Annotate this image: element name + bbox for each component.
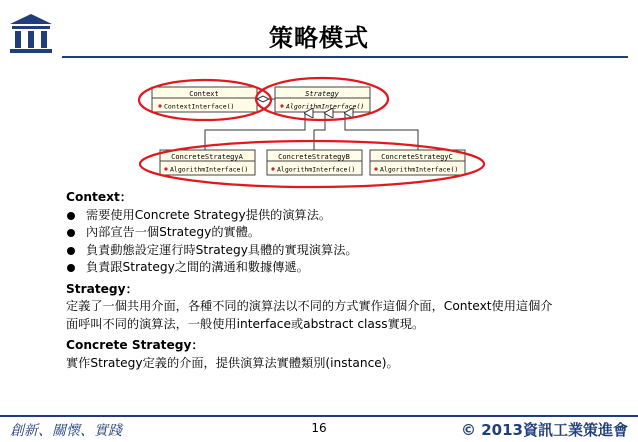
bullet-dot-icon (67, 212, 75, 220)
uml-class-method: AlgorithmInterface() (380, 165, 459, 174)
footer-divider (0, 415, 638, 417)
uml-class-method: AlgorithmInterface() (277, 165, 356, 174)
uml-class-diagram (0, 0, 638, 200)
list-item (66, 259, 626, 277)
uml-class-name: ConcreteStrategyC (381, 153, 453, 161)
bullet-text: 內部宣告一個Strategy的實體。 (86, 225, 261, 239)
concrete-strategy-description: 實作Strategy定義的介面，提供演算法實體類別(instance)。 (66, 355, 399, 370)
uml-class-concrete-strategy-a (160, 150, 255, 175)
footer-motto: 創新、關懷、實踐 (10, 423, 122, 439)
bullet-text: 負責動態設定運行時Strategy具體的實現演算法。 (86, 242, 358, 257)
list-item (66, 224, 626, 242)
concrete-strategy-heading: Concrete Strategy： (66, 338, 204, 352)
bullet-text: 需要使用Concrete Strategy提供的演算法。 (86, 207, 332, 222)
uml-class-strategy (275, 87, 370, 112)
list-item (66, 207, 626, 225)
page-number: 16 (311, 421, 327, 435)
bullet-dot-icon (67, 247, 75, 255)
context-heading: Context： (66, 190, 132, 204)
uml-class-name: ConcreteStrategyB (278, 153, 350, 161)
strategy-heading: Strategy： (66, 281, 138, 296)
context-bullet-list (66, 207, 626, 277)
footer-copyright: © 2013資訊工業策進會 (461, 421, 628, 439)
uml-class-method: ContextInterface() (164, 102, 235, 111)
strategy-description-line2: 面呼叫不同的演算法，一般使用interface或abstract class實現。 (66, 316, 425, 331)
uml-class-concrete-strategy-b (267, 150, 362, 175)
uml-class-name: Strategy (305, 90, 339, 98)
uml-aggregation-link (257, 96, 275, 102)
bullet-text: 負責跟Strategy之間的溝通和數據傳遞。 (86, 260, 309, 274)
uml-class-concrete-strategy-c (370, 150, 465, 175)
strategy-description-line1: 定義了一個共用介面，各種不同的演算法以不同的方式實作這個介面，Context使用這個介 (66, 299, 553, 313)
uml-class-method: AlgorithmInterface() (286, 102, 365, 111)
uml-class-name: ConcreteStrategyA (171, 153, 243, 161)
description-content (66, 189, 626, 372)
uml-class-context (152, 87, 257, 112)
list-item (66, 242, 626, 260)
uml-class-name: Context (189, 90, 219, 98)
bullet-dot-icon (67, 264, 75, 272)
bullet-dot-icon (67, 229, 75, 237)
uml-class-method: AlgorithmInterface() (170, 165, 249, 174)
slide-title: 策略模式 (269, 24, 369, 52)
